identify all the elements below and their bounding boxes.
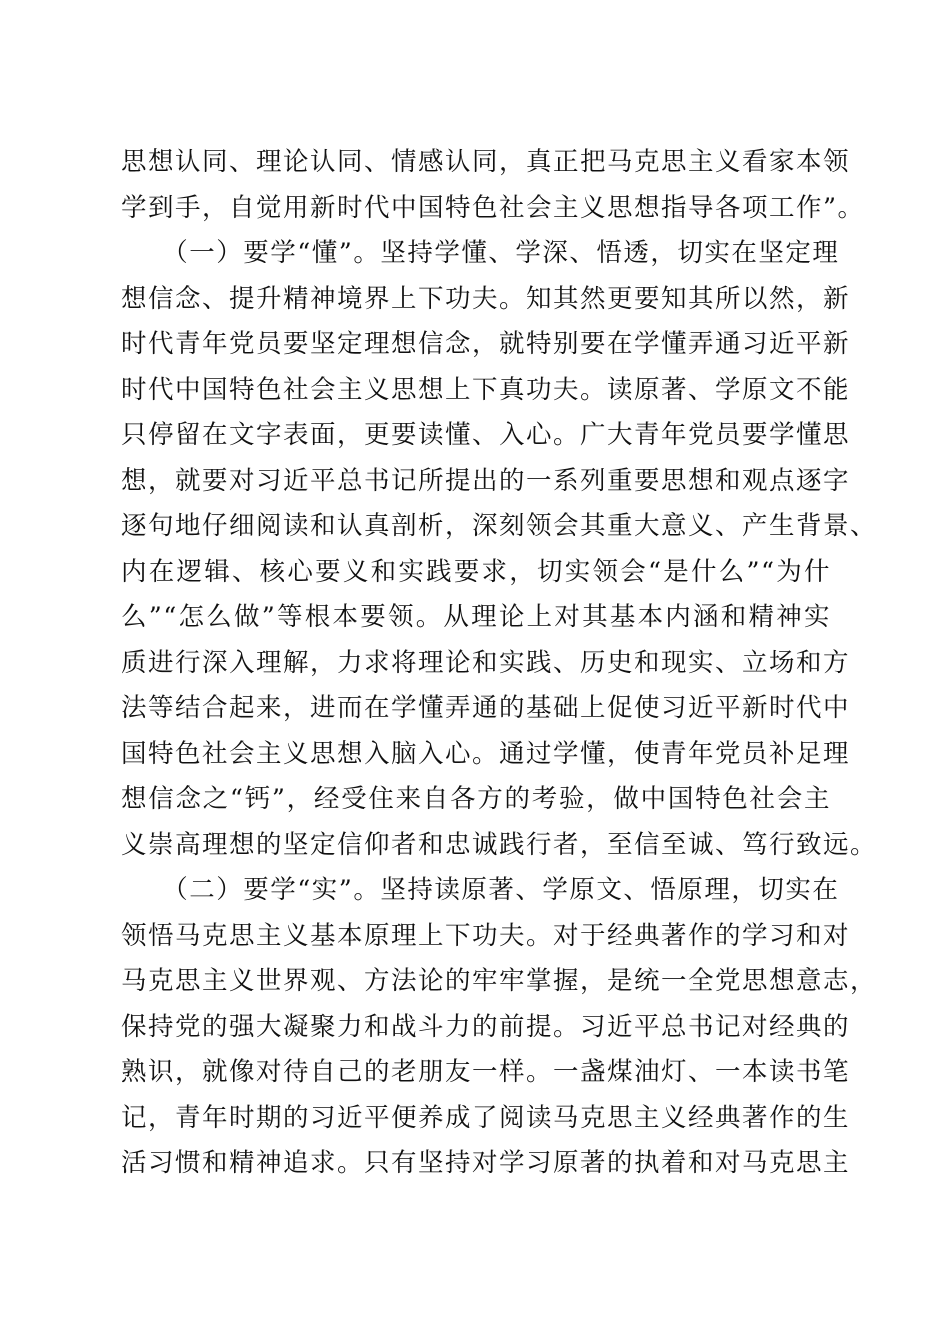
section-heading-line: （一）要学“懂”。坚持学懂、学深、悟透，切实在坚定理	[121, 238, 840, 268]
text-line: 想信念之“钙”，经受住来自各方的考验，做中国特色社会主	[121, 784, 831, 814]
text-line: 保持党的强大凝聚力和战斗力的前提。习近平总书记对经典的	[121, 1011, 851, 1042]
text-line: 想，就要对习近平总书记所提出的一系列重要思想和观点逐字	[121, 465, 851, 496]
text-line: 义崇高理想的坚定信仰者和忠诚践行者，至信至诚、笃行致远。	[121, 829, 878, 860]
text-line: 么”“怎么做”等根本要领。从理论上对其基本内涵和精神实	[121, 602, 831, 632]
body-text	[121, 140, 878, 1187]
text-line: 时代中国特色社会主义思想上下真功夫。读原著、学原文不能	[121, 374, 851, 405]
text-line: 时代青年党员要坚定理想信念，就特别要在学懂弄通习近平新	[121, 329, 851, 359]
text-line: 内在逻辑、核心要义和实践要求，切实领会“是什么”“为什	[121, 556, 831, 587]
text-line: 学到手，自觉用新时代中国特色社会主义思想指导各项工作”。	[121, 192, 865, 223]
text-line: 记，青年时期的习近平便养成了阅读马克思主义经典著作的生	[121, 1102, 851, 1133]
text-line: 领悟马克思主义基本原理上下功夫。对于经典著作的学习和对	[121, 920, 851, 951]
text-line: 质进行深入理解，力求将理论和实践、历史和现实、立场和方	[121, 647, 851, 678]
text-line: 想信念、提升精神境界上下功夫。知其然更要知其所以然，新	[121, 283, 851, 314]
text-line: 马克思主义世界观、方法论的牢牢掌握，是统一全党思想意志，	[121, 966, 878, 996]
text-line: 思想认同、理论认同、情感认同，真正把马克思主义看家本领	[121, 147, 851, 177]
text-line: 活习惯和精神追求。只有坚持对学习原著的执着和对马克思主	[121, 1148, 851, 1178]
text-line: 逐句地仔细阅读和认真剖析，深刻领会其重大意义、产生背景、	[121, 511, 878, 541]
text-line: 国特色社会主义思想入脑入心。通过学懂，使青年党员补足理	[121, 738, 851, 769]
text-line: 熟识，就像对待自己的老朋友一样。一盏煤油灯、一本读书笔	[121, 1057, 851, 1087]
section-heading-line: （二）要学“实”。坚持读原著、学原文、悟原理，切实在	[121, 875, 840, 905]
text-line: 只停留在文字表面，更要读懂、入心。广大青年党员要学懂思	[121, 420, 851, 450]
text-line: 法等结合起来，进而在学懂弄通的基础上促使习近平新时代中	[121, 693, 851, 723]
